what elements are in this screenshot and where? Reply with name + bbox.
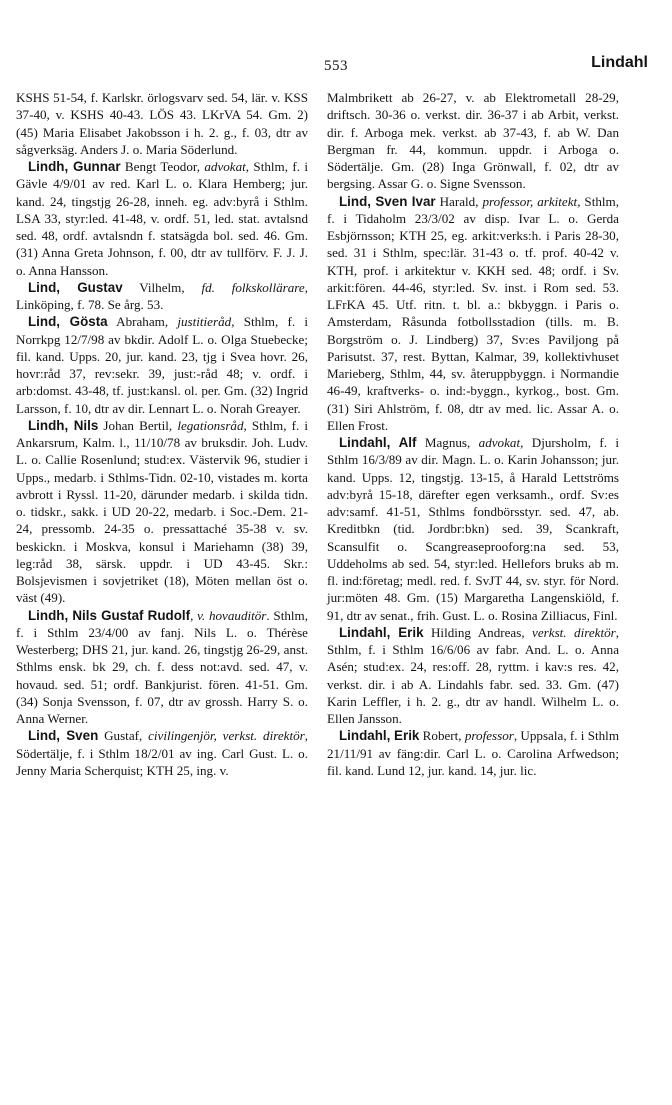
- entry-occupation: legationsråd: [177, 417, 244, 433]
- entry-text: , Djursholm, f. i Sthlm 16/3/89 av dir. Magn. L. o. Karin Johansson; jur. kand. Upps. 12, tingstjg. 13-15, å Harald Lettströms adv:byrå 15-18, därefter egen verksamh., ordf. Sv:es adv:samf. 41-51, Sthlms fondbörsstyr. sed. 47, ab. Kreditbkn (tid. Jordbr:bkn) sed. 39, Scankraft, Scansulfit o. Scangreaseprooforg:na sed. 53, Uddeholms ab sed. 54, styr:led. Hellefors bruks ab m. fl. ind:företag; medl. red. f. SvJT 44, sv. styr. för Nord. jur:möten 48. Gm. (15) Margaretha Langenskiöld, f. 91, dtr av senat., frih. Gust. L. o. Rosina Zilliacus, Finl.: [327, 435, 619, 623]
- entry-occupation: professor, arkitekt: [482, 193, 578, 209]
- entry-occupation: fd. folkskollärare: [201, 279, 305, 295]
- biography-entry: [16, 727, 308, 779]
- entry-text: , Sthlm, f. i Gävle 4/9/01 av red. Karl L. o. Klara Hemberg; jur. kand. 24, tingstjg 26-28, inneh. eg. adv:byrå i Sthlm. LSA 33, styr:led. 41-48, v. ordf. 51, led. stat. avtalsnd sed. 48, ordf. avtalsndn f. statsägda bol. sed. 46. Gm. (31) Anna Greta Johnson, f. 00, dtr av tullförv. F. J. J. o. Anna Hansson.: [16, 159, 308, 278]
- page-number: 553: [324, 58, 348, 74]
- biography-entry: [16, 417, 308, 607]
- entry-continuation: [16, 89, 308, 158]
- entry-occupation: advokat: [204, 159, 246, 174]
- entry-text: , Uppsala, f. i Sthlm 21/11/91 av fäng:dir. Carl L. o. Carolina Arfwedson; fil. kand. Lund 12, jur. kand. 14, jur. lic.: [327, 728, 620, 778]
- entry-headword: Lind, Gösta: [28, 314, 108, 330]
- biography-entry: [327, 624, 619, 728]
- entry-headword: Lindahl, Erik: [339, 728, 420, 744]
- biography-entry: [16, 313, 308, 417]
- biography-entry: [327, 434, 619, 624]
- biography-entry: [327, 193, 619, 435]
- entry-headword: Lind, Gustav: [28, 279, 123, 295]
- entry-text: , Sthlm, f. i Norrkpg 12/7/98 av bkdir. Adolf L. o. Olga Stuebecke; fil. kand. Upps. 20, jur. kand. 23, tjg i Svea hovr. 26, hovr:råd 37, rev:sekr. 39, just:-råd 48; v. ordf. i arb:domst. 43-48, tf. just:kansl. ol. per. Gm. (32) Ingrid Larsson, f. 10, dtr av dir. Lennart L. o. Norah Greayer.: [16, 314, 308, 416]
- entry-headword: Lindh, Nils: [28, 417, 99, 433]
- entry-occupation: verkst. direktör: [532, 624, 616, 640]
- entry-given-names: Johan Bertil,: [98, 417, 178, 433]
- entry-text: , Södertälje, f. i Sthlm 18/2/01 av ing. Carl Gust. L. o. Jenny Maria Scherquist; KTH 25, ing. v.: [16, 728, 309, 778]
- entry-text: , Sthlm, f. i Sthlm 16/6/06 av fabr. And. L. o. Anna Asén; stud:ex. 24, res:off. 28, ryttm. i kav:s res. 42, verkst. dir. i ab A. Lindahls fabr. sed. 33. Gm. (47) Karin Leffler, i h. 2. g., dtr av handl. Wilhelm L. o. Ellen Jansson.: [327, 624, 620, 726]
- entry-given-names: Vilhelm,: [122, 279, 202, 295]
- entry-headword: Lindahl, Alf: [339, 435, 417, 450]
- entry-given-names: Robert,: [419, 728, 465, 744]
- entry-headword: Lindahl, Erik: [339, 624, 424, 640]
- entry-headword: Lind, Sven: [28, 728, 99, 744]
- entry-given-names: Harald,: [435, 193, 483, 209]
- biography-entry: [16, 279, 308, 314]
- entry-text: , Linköping, f. 78. Se årg. 53.: [16, 279, 308, 312]
- entry-occupation: justitieråd: [177, 314, 232, 330]
- entry-given-names: Magnus,: [416, 435, 479, 450]
- entry-text: KSHS 51-54, f. Karlskr. örlogsvarv sed. 54, lär. v. KSS 37-40, v. KSHS 40-43. LÖS 43. LKrVA 54. Gm. 2) (45) Maria Elisabet Jakobsson i h. 2. g., f. 03, dtr av sågverksäg. Anders J. o. Maria Söderlund.: [16, 90, 308, 157]
- entry-text: , Sthlm, f. i Tidaholm 23/3/02 av disp. Ivar L. o. Gerda Esbjörnsson; KTH 25, eg. arkit:verks:h. i Paris 28-30, sed. 31 i Sthlm, spec:lär. 31-43 o. tf. prof. 40-42 v. KTH, prof. i arkitektur v. KKH sed. 48; ordf. i Sv. arkit:fören. 44-46, styr:led. Sv. inst. i Rom sed. 53. LFrKA 45. Utf. ritn. t. bl. a.: bkbyggn. i Paris o. Amsterdam, Råsunda fotbollsstadion (tills. m. B. Borgström o. J. Lindberg) 37, Sv:es Paviljong på Parisutst. 37, rest. Byttan, Kalmar, 39, kollektivhuset Marieberg, Sthlm, 44, sv. återuppbyggn. i Normandie 46-49, kraftverks- o. ind:-byggn., kyrkog., bost. Gm. (31) Siri Ahlström, f. 08, dtr av med. lic. Assar A. o. Ellen Frost.: [327, 193, 619, 433]
- entry-given-names: ,: [190, 607, 198, 623]
- entry-headword: Lindh, Nils Gustaf Rudolf: [28, 607, 191, 623]
- biography-entry: [16, 607, 308, 728]
- entry-given-names: Bengt Teodor,: [120, 159, 205, 174]
- biography-entry: [327, 727, 619, 779]
- biography-entry: [16, 158, 308, 279]
- entry-headword: Lind, Sven Ivar: [339, 193, 436, 209]
- left-column: [16, 89, 308, 779]
- entry-occupation: civilingenjör, verkst. direktör: [148, 728, 305, 744]
- entry-given-names: Gustaf,: [98, 728, 149, 744]
- entry-occupation: v. hovauditör: [197, 607, 267, 623]
- entry-text: , Sthlm, f. i Ankarsrum, Kalm. l., 11/10/78 av bruksdir. Joh. Ludv. L. o. Callie Rosenlund; stud:ex. Västervik 96, studier i Upps., medarb. i Sthlms-Tidn. 02-10, vistades m. korta avbrott i Ryssl. 11-20, därunder medarb. i skilda tidn. o. tidskr., sakk. i UD 20-22, medarb. i Soc.-Dem. 21-24, pressomb. 24-35 o. pressattaché 35-38 v. sv. beskickn. i Moskva, konsul i Mariehamn (38) 39, leg:råd 38, särsk. uppdr. i UD 43-45. Skr.: Bolsjevismen i sovjetriket (18), Möten mellan öst o. väst (49).: [16, 417, 308, 606]
- entry-occupation: professor: [464, 728, 514, 744]
- entry-text: . Sthlm, f. i Sthlm 23/4/00 av fanj. Nils L. o. Thérèse Westerberg; DHS 21, jur. kand. 26, tingstjg 26-29, anst. Sthlms ensk. bk 29, ch. f. dess not:avd. sed. 47, v. hovaud. sed. 51; ordf. Bankjurist. fören. 41-51. Gm. (34) Sonja Svensson, f. 07, dtr av grossh. Harry S. o. Anna Werner.: [16, 607, 308, 726]
- entry-given-names: Hilding Andreas,: [423, 624, 533, 640]
- entry-given-names: Abraham,: [107, 314, 178, 330]
- right-column: [327, 89, 619, 779]
- entry-continuation: [327, 89, 619, 193]
- entry-occupation: advokat: [478, 435, 521, 450]
- entry-text: Malmbrikett ab 26-27, v. ab Elektrometall 28-29, driftsch. 30-36 o. verkst. dir. 36-37 i ab Arbit, verkst. dir. f. Arboga mek. verkst. ab 37-43, f. ab W. Dan Bergman fr. 44, kommun. uppdr. i Arboga o. Södertälje. Gm. (28) Inga Grönwall, f. 02, dtr av bergsing. Assar G. o. Signe Svensson.: [327, 90, 619, 192]
- running-head: Lindahl: [591, 54, 648, 71]
- entry-headword: Lindh, Gunnar: [28, 159, 121, 174]
